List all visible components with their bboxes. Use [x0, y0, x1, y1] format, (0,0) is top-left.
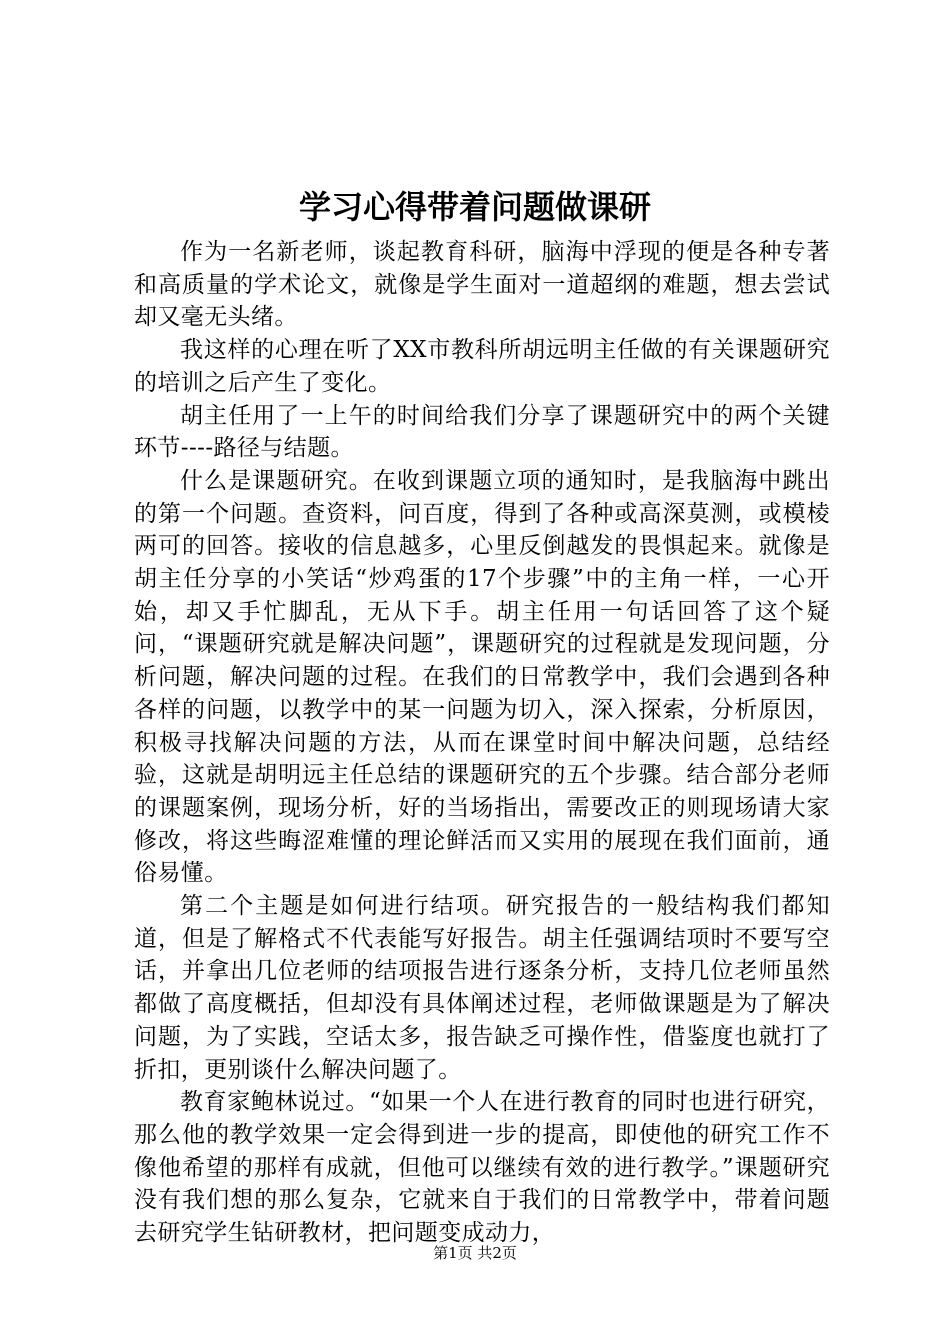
paragraph-what-is-research: 什么是课题研究。在收到课题立项的通知时，是我脑海中跳出的第一个问题。查资料，问百度，得到了各种或高深莫测，或模棱两可的回答。接收的信息越多，心里反倒越发的畏惧起来。就像是胡主任分享的小笑话“炒鸡蛋的17个步骤”中的主角一样，一心开始，却又手忙脚乱，无从下手。胡主任用一句话回答了这个疑问，“课题研究就是解决问题”，课题研究的过程就是发现问题，分析问题，解决问题的过程。在我们的日常教学中，我们会遇到各种各样的问题，以教学中的某一问题为切入，深入探索，分析原因，积极寻找解决问题的方法，从而在课堂时间中解决问题，总结经验，这就是胡明远主任总结的课题研究的五个步骤。结合部分老师的课题案例，现场分析，好的当场指出，需要改正的则现场请大家修改，将这些晦涩难懂的理论鲜活而又实用的展现在我们面前，通俗易懂。 — [134, 467, 830, 887]
page-number-current: 第1页 — [433, 1244, 473, 1262]
paragraph-educator-quote: 教育家鲍林说过。“如果一个人在进行教育的同时也进行研究，那么他的教学效果一定会得到进一步的提高，即使他的研究工作不像他希望的那样有成就，但他可以继续有效的进行教学。”课题研究没有我们想的那么复杂，它就来自于我们的日常教学中，带着问题去研究学生钻研教材，把问题变成动力， — [134, 1089, 830, 1247]
paragraph-change: 我这样的心理在听了XX市教科所胡远明主任做的有关课题研究的培训之后产生了变化。 — [134, 337, 830, 396]
document-body — [134, 236, 830, 1250]
paragraph-closing-project: 第二个主题是如何进行结项。研究报告的一般结构我们都知道，但是了解格式不代表能写好报告。胡主任强调结项时不要写空话，并拿出几位老师的结项报告进行逐条分析，支持几位老师虽然都做了高度概括，但却没有具体阐述过程，老师做课题是为了解决问题，为了实践，空话太多，报告缺乏可操作性，借鉴度也就打了折扣，更别谈什么解决问题了。 — [134, 893, 830, 1083]
paragraph-key-links: 胡主任用了一上午的时间给我们分享了课题研究中的两个关键环节----路径与结题。 — [134, 402, 830, 462]
page-title: 学习心得带着问题做课研 — [298, 188, 651, 226]
page-number-total: 共2页 — [477, 1244, 517, 1262]
paragraph-intro: 作为一名新老师，谈起教育科研，脑海中浮现的便是各种专著和高质量的学术论文，就像是学生面对一道超纲的难题，想去尝试却又毫无头绪。 — [134, 239, 830, 331]
page-footer — [0, 1243, 950, 1263]
